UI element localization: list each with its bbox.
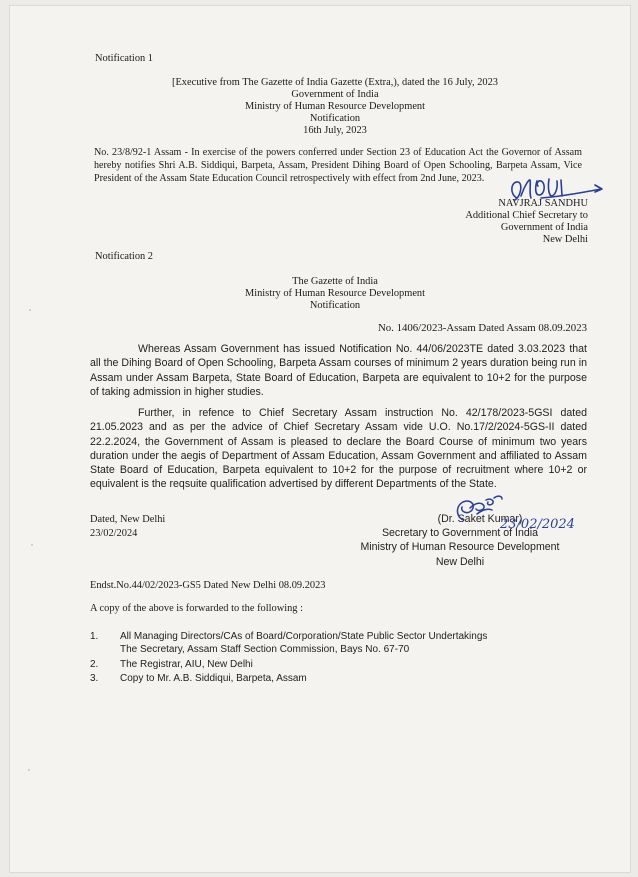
notification2-header-block (150, 276, 520, 312)
govt-line: Government of India (291, 89, 379, 100)
ministry-line: Ministry of Human Resource Development (244, 288, 426, 299)
notification2-para2: Further, in refence to Chief Secretary Assam instruction No. 42/178/2023-5GSI dated 21.05.2023 and as per the advice of Chief Secretary Assam vide U.O. No.17/2/2024-5GS-II dated 22.2.2024, the Government of Assam is pleased to declare the Board Course of minimum two years duration under the aegis of Department of Assam Education, Assam Government and affiliated to Assam State Board of Education, Barpeta equivalent to 10+2 for the purpose of recruitment where 10+2 or equivalent is the reqsuite qualification advertised by different Departments of the State. (90, 407, 587, 491)
handwritten-date: 23/02/2024 (500, 517, 575, 532)
notification2-reference: No. 1406/2023-Assam Dated Assam 08.09.2023 (377, 322, 587, 334)
endorsement-number: Endst.No.44/02/2023-GS5 Dated New Delhi 08.09.2023 (90, 580, 326, 591)
notification1-header-block (120, 77, 550, 137)
dated-block (90, 513, 165, 541)
notification-label: Notification (309, 300, 361, 311)
ministry-line: Ministry of Human Resource Development (244, 101, 426, 112)
signatory-name: NAVJRAJ SANDHU (498, 198, 588, 209)
document-page (10, 6, 630, 872)
notification1-signatory (465, 198, 588, 246)
dated-place: Dated, New Delhi (90, 514, 166, 525)
dated-date: 23/02/2024 (90, 528, 138, 539)
notification2-signatory (360, 512, 560, 569)
notification1-heading: Notification 1 (95, 53, 154, 64)
list-item (90, 673, 307, 686)
list-number: 2. (90, 659, 99, 670)
list-text: All Managing Directors/CAs of Board/Corporation/State Public Sector Undertakings (120, 631, 488, 642)
scan-speck (31, 544, 33, 546)
copy-forward-line: A copy of the above is forwarded to the following : (90, 603, 303, 614)
gazette-line: [Executive from The Gazette of India Gazette (Extra,), dated the 16 July, 2023 (171, 77, 499, 88)
scan-speck (29, 309, 31, 311)
scan-speck (28, 769, 30, 771)
list-text: Copy to Mr. A.B. Siddiqui, Barpeta, Assam (120, 673, 307, 684)
signatory-name: (Dr. Saket Kumar) (437, 513, 523, 525)
list-text: The Registrar, AIU, New Delhi (120, 659, 253, 670)
gazette-title: The Gazette of India (292, 276, 378, 287)
notification2-para1: Whereas Assam Government has issued Notification No. 44/06/2023TE dated 3.03.2023 that all the Dihing Board of Open Schooling, Barpeta Assam courses of minimum 2 years duration being run in Assam under Assam Barpeta, State Board of Education, Barpeta are equivalent to 10+2 for the purpose of taking admission in higher studies. (90, 343, 587, 398)
notification1-body: No. 23/8/92-1 Assam - In exercise of the powers conferred under Section 23 of Education Act the Governor of Assam hereby notifies Shri A.B. Siddiqui, Barpeta, Assam, President Dihing Board of Open Schooling, Barpeta Assam, Vice President of the Assam State Education Council retrospectively with effect from 2nd June, 2023. (94, 147, 582, 184)
signatory-place: New Delhi (542, 234, 588, 245)
list-item (90, 631, 487, 656)
signatory-designation: Secretary to Government of India (381, 527, 539, 540)
signatory-government: Government of India (500, 222, 588, 233)
notification-date: 16th July, 2023 (303, 125, 367, 136)
signatory-designation: Additional Chief Secretary to (465, 210, 588, 221)
list-item (90, 659, 253, 672)
list-text-continued: The Secretary, Assam Staff Section Commission, Bays No. 67-70 (120, 643, 410, 655)
list-number: 1. (90, 631, 99, 642)
signatory-ministry: Ministry of Human Resource Development (360, 541, 560, 554)
notification-label: Notification (309, 113, 361, 124)
list-number: 3. (90, 673, 99, 684)
notification2-heading: Notification 2 (95, 251, 154, 262)
signatory-place: New Delhi (435, 555, 485, 568)
